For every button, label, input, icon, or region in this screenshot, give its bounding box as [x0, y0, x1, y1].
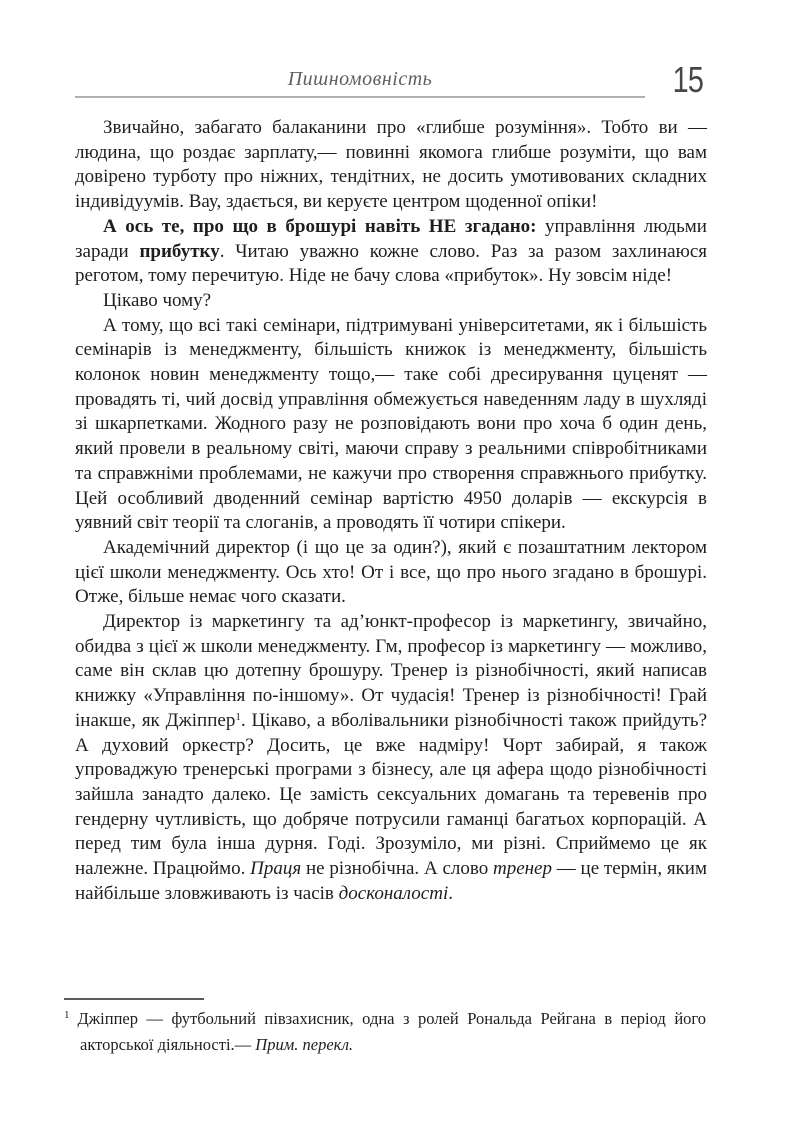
footnote-separator — [64, 998, 204, 1000]
footnote — [64, 1006, 706, 1058]
paragraph-intro: Звичайно, забагато балаканини про «глибше розуміння». Тобто ви — людина, що роздає зарплату,— повинні якомога глибше розуміти, що вам довірено турботу про ніжних, тендітних, не досить умотивованих складних індивідуумів. Вау, здається, ви керуєте центром щоденної опіки! — [75, 117, 707, 213]
page-number: 15 — [672, 59, 703, 100]
paragraph-seminars: А тому, що всі такі семінари, підтримувані університетами, як і більшість семінарів із менеджменту, більшість книжок із менеджменту, більшість колонок новин менеджменту тощо,— таке собі дресирування цуценят — провадять ті, чий досвід управління обмежується наведенням ладу в шухляді зі шкарпетками. Жодного разу не розповідають вони про хоча б один день, який провели в реальному світі, маючи справу з реальними співробітниками та справжніми проблемами, не кажучи про створення справжнього прибутку. Цей особливий дводенний семінар вартістю 4950 доларів — екскурсія в уявний світ теорії та слоганів, а проводять її чотири спікери. — [75, 314, 707, 534]
paragraph-why: Цікаво чому? — [103, 289, 212, 311]
body-text — [75, 116, 707, 907]
paragraph-academic-director: Академічний директор (і що це за один?), який є позаштатним лектором цієї школи менеджменту. Ось хто! От і все, що про нього згадано в брошурі. Отже, більше немає чого сказати. — [75, 536, 707, 608]
footnote-marker: 1 — [64, 1009, 70, 1021]
footnote-text: Джіппер — футбольний півзахисник, одна з ролей Рональда Рейгана в період його акторської діяльності.— Прим. перекл. — [77, 1009, 706, 1054]
page-header — [75, 59, 705, 106]
paragraph-brochure-profit: А ось те, про що в брошурі навіть НЕ згадано: управління людьми заради прибутку. Читаю уважно кожне слово. Раз за разом захлинаюся реготом, тому перечитую. Ніде не бачу слова «прибуток». Ну зовсім ніде! — [75, 215, 707, 287]
running-title: Пишномовність — [287, 68, 433, 90]
header-rule — [75, 96, 645, 98]
paragraph-marketing-director: Директор із маркетингу та ад’юнкт-професор із маркетингу, звичайно, обидва з цієї ж школи менеджменту. Гм, професор із маркетингу — можливо, саме він склав цю дотепну брошуру. Тренер із різнобічності, який написав книжку «Управління по-іншому». От чудасія! Тренер із різнобічності! Грай інакше, як Джіппер$^1$. Цікаво, а вболівальники різнобічності також прийдуть? А духовий оркестр? Досить, це вже надміру! Чорт забирай, я також упроваджую тренерські програми з бізнесу, але ця афера щодо різнобічності зайшла занадто далеко. Це замість сексуальних домагань та теревенів про гендерну чутливість, що добряче потрусили гаманці багатьох корпорацій. А перед тим була інша дурня. Годі. Зрозуміло, ми різні. Сприймемо це як належне. Працюймо. Праця не різнобічна. А слово тренер — це термін, яким найбільше зловживають із часів досконалості. — [75, 611, 708, 904]
